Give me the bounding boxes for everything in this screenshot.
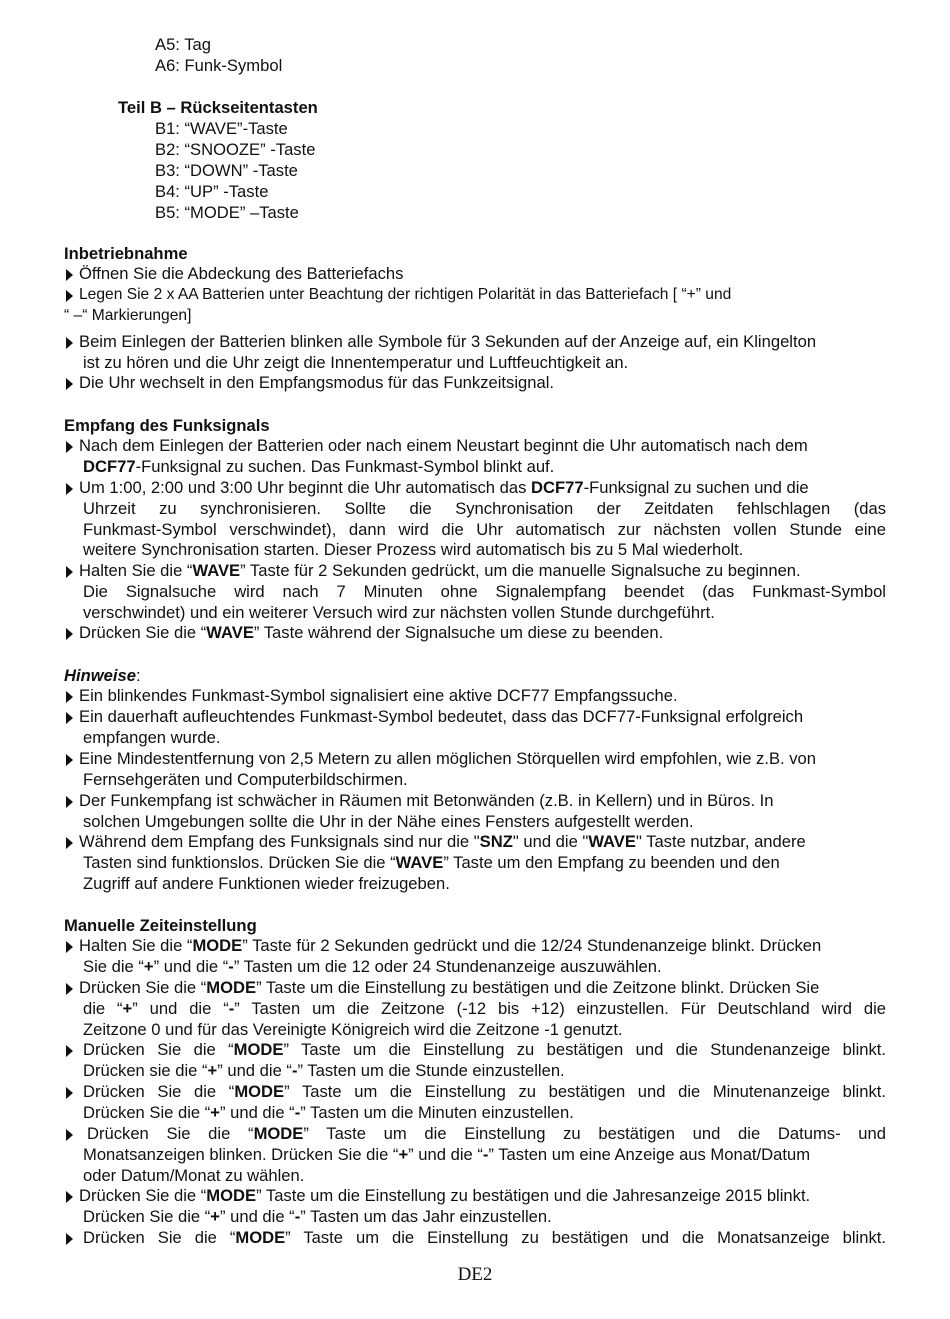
plus-label: + [143, 956, 154, 976]
bullet-item [64, 623, 886, 644]
mode-label: MODE [206, 1186, 257, 1205]
item-b3: B3: “DOWN” -Taste [155, 161, 298, 180]
bullet-item [64, 264, 886, 285]
bullet-triangle-icon [66, 378, 73, 390]
bullet-text: Drücken Sie die “ [79, 1186, 207, 1205]
bullet-text-continued: oder Datum/Monat zu wählen. [83, 1165, 305, 1185]
bullet-triangle-icon [66, 796, 73, 808]
wave-label: WAVE [206, 623, 254, 642]
item-a5: A5: Tag [155, 35, 211, 54]
bullet-text: Nach dem Einlegen der Batterien oder nach einem Neustart beginnt die Uhr automatisch nach dem [79, 436, 808, 455]
bullet-text: " Taste nutzbar, andere [635, 832, 806, 851]
bullet-text-continued: weitere Synchronisation starten. Dieser Prozess wird automatisch bis zu 5 Mal wiederholt. [83, 540, 744, 560]
bullet-text-continued: ist zu hören und die Uhr zeigt die Innentemperatur und Luftfeuchtigkeit an. [83, 352, 629, 372]
bullet-text-continued: -Funksignal zu suchen. Das Funkmast-Symbol blinkt auf. [135, 456, 555, 476]
bullet-text-continued: empfangen wurde. [83, 727, 221, 747]
minus-label: - [291, 1060, 298, 1080]
bullet-text-continued: verschwindet) und ein weiterer Versuch wird zur nächsten vollen Stunde durchgeführt. [83, 602, 715, 622]
heading-inbetriebnahme: Inbetriebnahme [64, 244, 188, 263]
bullet-text: Um 1:00, 2:00 und 3:00 Uhr beginnt die Uhr automatisch das [79, 478, 531, 497]
bullet-text-continued: solchen Umgebungen sollte die Uhr in der Nähe eines Fensters aufgestellt werden. [83, 811, 694, 831]
bullet-text: Der Funkempfang ist schwächer in Räumen mit Betonwänden (z.B. in Kellern) und in Büros. In [79, 791, 774, 810]
bullet-text-continued: “ –“ Markierungen] [64, 306, 192, 324]
minus-label: - [294, 1206, 301, 1226]
bullet-text: ” Taste während der Signalsuche um diese zu beenden. [253, 623, 664, 642]
snz-label: SNZ [479, 832, 513, 851]
bullet-triangle-icon [66, 691, 73, 703]
bullet-text: Ein dauerhaft aufleuchtendes Funkmast-Symbol bedeutet, dass das DCF77-Funksignal erfolgreich [79, 707, 804, 726]
dcf77-label: DCF77 [83, 456, 136, 476]
bullet-triangle-icon [66, 566, 73, 578]
bullet-text-continued: Uhrzeit zu synchronisieren. Sollte die Synchronisation der Zeitdaten fehlschlagen (das [83, 498, 886, 518]
bullet-item [64, 561, 886, 623]
minus-label: - [228, 998, 235, 1018]
wave-label: WAVE [395, 852, 444, 872]
bullet-text-continued: Drücken Sie die “ [83, 1206, 211, 1226]
bullet-triangle-icon [66, 837, 73, 849]
bullet-text: Halten Sie die “ [79, 561, 193, 580]
page-number: DE2 [457, 1264, 493, 1285]
bullet-text-continued: ” und die “ [408, 1144, 483, 1164]
heading-hinweise-text: Hinweise [64, 666, 136, 685]
bullet-text: -Funksignal zu suchen und die [583, 478, 809, 497]
plus-label: + [210, 1102, 220, 1122]
bullet-item [64, 1082, 886, 1124]
bullet-text: ” Taste um die Einstellung zu bestätigen und die Datums- und [303, 1124, 886, 1143]
bullet-triangle-icon [66, 628, 73, 640]
bullet-triangle-icon [66, 1191, 73, 1203]
bullet-triangle-icon [66, 441, 73, 453]
bullet-item [64, 791, 886, 833]
bullet-text-continued: Tasten sind funktionslos. Drücken Sie die “ [83, 852, 396, 872]
bullet-text: ” Taste um die Einstellung zu bestätigen und die Zeitzone blinkt. Drücken Sie [256, 978, 820, 997]
bullet-item [64, 285, 886, 327]
bullet-text-continued: Die Signalsuche wird nach 7 Minuten ohne Signalempfang beendet (das Funkmast-Symbol [83, 581, 886, 601]
plus-label: + [122, 998, 133, 1018]
bullet-text: " und die " [512, 832, 589, 851]
bullet-triangle-icon [66, 290, 73, 302]
plus-label: + [207, 1060, 218, 1080]
bullet-text: ” Taste für 2 Sekunden gedrückt und die 12/24 Stundenanzeige blinkt. Drücken [242, 936, 822, 955]
heading-colon: : [135, 666, 141, 685]
bullet-text-continued: ” Tasten um das Jahr einzustellen. [300, 1206, 552, 1226]
bullet-text: Halten Sie die “ [79, 936, 193, 955]
bullet-triangle-icon [66, 1087, 73, 1099]
bullet-text-continued: Monatsanzeigen blinken. Drücken Sie die “ [83, 1144, 399, 1164]
bullet-text-continued: die “ [83, 998, 123, 1018]
bullet-text: Ein blinkendes Funkmast-Symbol signalisiert eine aktive DCF77 Empfangssuche. [79, 686, 678, 705]
bullet-item [64, 749, 886, 791]
bullet-triangle-icon [66, 337, 73, 349]
minus-label: - [228, 956, 234, 976]
bullet-triangle-icon [66, 1233, 73, 1245]
bullet-text: Beim Einlegen der Batterien blinken alle Symbole für 3 Sekunden auf der Anzeige auf, ein Klingelton [79, 332, 817, 351]
bullet-text-continued: ” Tasten um die Stunde einzustellen. [297, 1060, 565, 1080]
bullet-triangle-icon [66, 983, 73, 995]
bullet-text: Drücken Sie die “ [79, 978, 207, 997]
mode-label: MODE [233, 1040, 284, 1059]
bullet-text-continued: ” Tasten um eine Anzeige aus Monat/Datum [488, 1144, 811, 1164]
bullet-triangle-icon [66, 941, 73, 953]
bullet-text: Drücken Sie die “ [83, 1082, 235, 1101]
bullet-item [64, 478, 886, 561]
bullet-triangle-icon [66, 754, 73, 766]
mode-label: MODE [253, 1124, 304, 1143]
bullet-text-continued: Zugriff auf andere Funktionen wieder freizugeben. [83, 873, 450, 893]
bullet-text-continued: ” Tasten um die 12 oder 24 Stundenanzeige auszuwählen. [233, 956, 662, 976]
item-b5: B5: “MODE” –Taste [155, 203, 299, 222]
bullet-triangle-icon [66, 712, 73, 724]
bullet-triangle-icon [66, 1045, 73, 1057]
bullet-text: ” Taste um die Einstellung zu bestätigen und die Jahresanzeige 2015 blinkt. [256, 1186, 811, 1205]
bullet-text-continued: ” und die “ [132, 998, 229, 1018]
heading-teil-b: Teil B – Rückseitentasten [118, 98, 318, 117]
bullet-text: Drücken Sie die “ [79, 623, 207, 642]
bullet-text-continued: Fernsehgeräten und Computerbildschirmen. [83, 769, 408, 789]
bullet-item [64, 332, 886, 374]
bullet-text-continued: ” Tasten um die Zeitzone (-12 bis +12) einzustellen. Für Deutschland wird die [234, 998, 887, 1018]
bullet-text: Die Uhr wechselt in den Empfangsmodus für das Funkzeitsignal. [79, 373, 554, 392]
bullet-text-continued: ” Taste um den Empfang zu beenden und den [443, 852, 780, 872]
bullet-triangle-icon [66, 483, 73, 495]
bullet-text-continued: ” Tasten um die Minuten einzustellen. [300, 1102, 574, 1122]
wave-label: WAVE [588, 832, 636, 851]
bullet-item [64, 832, 886, 894]
bullet-item [64, 436, 886, 478]
bullet-text-continued: Zeitzone 0 und für das Vereinigte Königreich wird die Zeitzone -1 genutzt. [83, 1019, 623, 1039]
bullet-triangle-icon [66, 269, 73, 281]
item-b2: B2: “SNOOZE” -Taste [155, 140, 316, 159]
bullet-text-continued: Drücken sie die “ [83, 1060, 208, 1080]
bullet-item [64, 1124, 886, 1186]
plus-label: + [210, 1206, 220, 1226]
heading-hinweise [64, 665, 141, 686]
bullet-text-continued: Funkmast-Symbol verschwindet), dann wird die Uhr automatisch zur nächsten vollen Stunde eine [83, 519, 886, 539]
bullet-item [64, 1186, 886, 1228]
item-b1: B1: “WAVE”-Taste [155, 119, 288, 138]
bullet-text: Drücken Sie die “ [83, 1040, 234, 1059]
heading-manuelle-zeiteinstellung: Manuelle Zeiteinstellung [64, 916, 257, 935]
bullet-text-continued: Drücken Sie die “ [83, 1102, 211, 1122]
mode-label: MODE [192, 936, 243, 955]
item-b4: B4: “UP” -Taste [155, 182, 269, 201]
bullet-item [64, 1228, 886, 1249]
bullet-item [64, 936, 886, 978]
wave-label: WAVE [192, 561, 241, 580]
mode-label: MODE [206, 978, 257, 997]
bullet-item [64, 978, 886, 1040]
heading-empfang: Empfang des Funksignals [64, 416, 270, 435]
minus-label: - [482, 1144, 489, 1164]
item-a6: A6: Funk-Symbol [155, 56, 283, 75]
bullet-item [64, 707, 886, 749]
bullet-item [64, 373, 886, 394]
bullet-text-continued: ” und die “ [219, 1102, 295, 1122]
bullet-text-continued: ” und die “ [217, 1060, 292, 1080]
minus-label: - [294, 1102, 301, 1122]
bullet-text: Drücken Sie die “ [83, 1228, 236, 1247]
bullet-text: Eine Mindestentfernung von 2,5 Metern zu allen möglichen Störquellen wird empfohlen, wie z.B. von [79, 749, 816, 768]
bullet-text: Legen Sie 2 x AA Batterien unter Beachtung der richtigen Polarität in das Batteriefach [ “+” und [79, 286, 732, 303]
bullet-text-continued: ” und die “ [153, 956, 229, 976]
dcf77-label: DCF77 [531, 478, 584, 497]
bullet-triangle-icon [66, 1129, 73, 1141]
mode-label: MODE [234, 1082, 285, 1101]
bullet-text: ” Taste um die Einstellung zu bestätigen und die Stundenanzeige blinkt. [283, 1040, 887, 1059]
bullet-item [64, 1040, 886, 1082]
bullet-text: ” Taste um die Einstellung zu bestätigen und die Minutenanzeige blinkt. [284, 1082, 886, 1101]
plus-label: + [398, 1144, 409, 1164]
mode-label: MODE [235, 1228, 286, 1247]
bullet-text: Öffnen Sie die Abdeckung des Batteriefachs [79, 264, 404, 283]
bullet-text: Während dem Empfang des Funksignals sind nur die " [79, 832, 480, 851]
bullet-text-continued: Sie die “ [83, 956, 144, 976]
bullet-text-continued: ” und die “ [219, 1206, 295, 1226]
bullet-text: ” Taste um die Einstellung zu bestätigen und die Monatsanzeige blinkt. [285, 1228, 886, 1247]
bullet-item [64, 686, 886, 707]
bullet-text: Drücken Sie die “ [87, 1124, 254, 1143]
bullet-text: ” Taste für 2 Sekunden gedrückt, um die manuelle Signalsuche zu beginnen. [240, 561, 801, 580]
